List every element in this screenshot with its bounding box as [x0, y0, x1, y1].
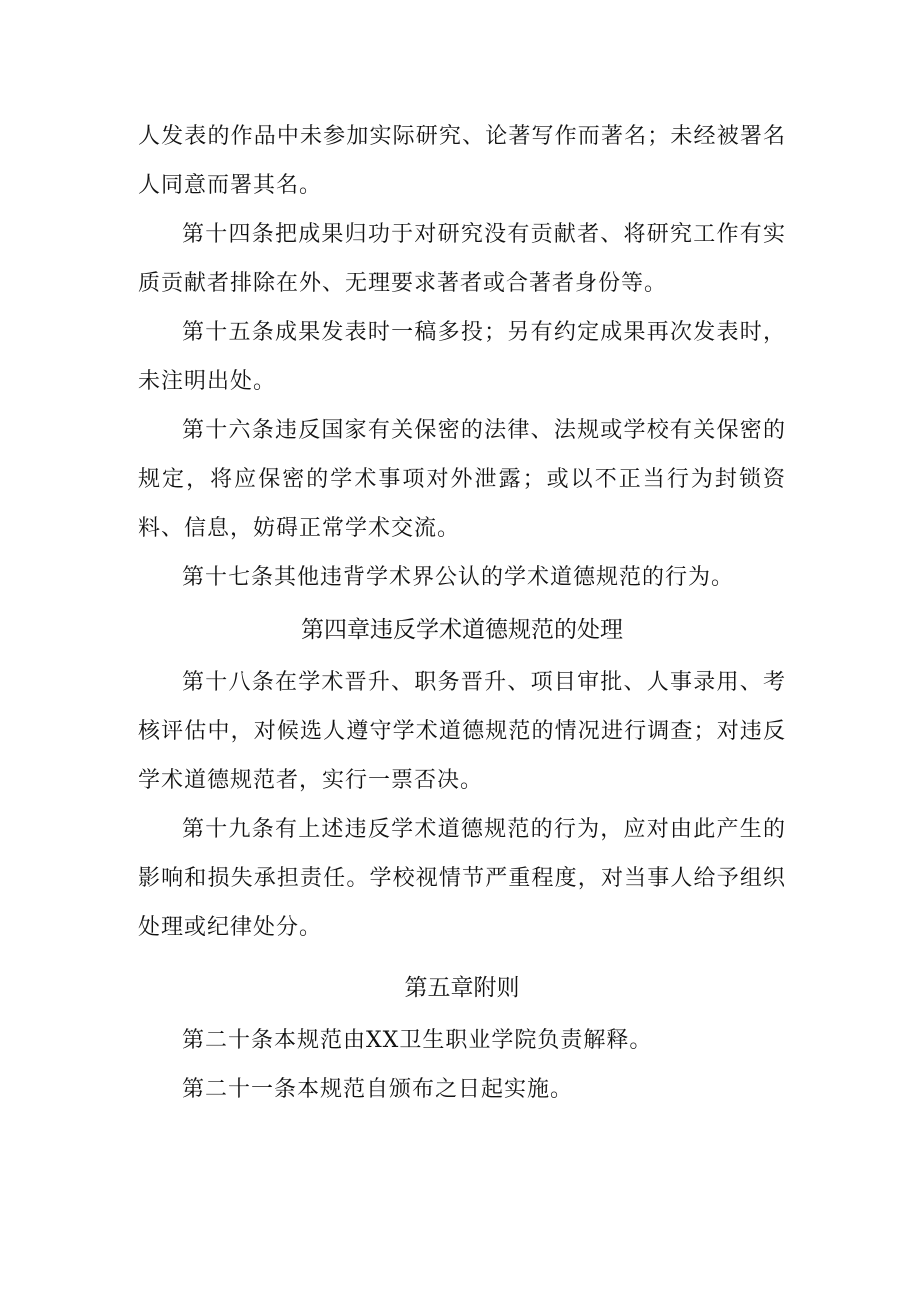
document-body — [138, 112, 786, 1114]
paragraph-continuation: 人发表的作品中未参加实际研究、论著写作而著名；未经被署名人同意而署其名。 — [138, 124, 786, 198]
article-17: 第十七条其他违背学术界公认的学术道德规范的行为。 — [182, 565, 735, 590]
article-15: 第十五条成果发表时一稿多投；另有约定成果再次发表时，未注明出处。 — [138, 320, 786, 394]
article-16: 第十六条违反国家有关保密的法律、法规或学校有关保密的规定，将应保密的学术事项对外泄露；或以不正当行为封锁资料、信息，妨碍正常学术交流。 — [138, 418, 786, 541]
article-19: 第十九条有上述违反学术道德规范的行为，应对由此产生的影响和损失承担责任。学校视情节严重程度，对当事人给予组织处理或纪律处分。 — [138, 817, 786, 940]
article-14: 第十四条把成果归功于对研究没有贡献者、将研究工作有实质贡献者排除在外、无理要求著者或合著者身份等。 — [138, 222, 786, 296]
article-21: 第二十一条本规范自颁布之日起实施。 — [182, 1077, 574, 1102]
chapter-5-title: 第五章附则 — [404, 975, 520, 1001]
article-20: 第二十条本规范由XX卫生职业学院负责解释。 — [182, 1028, 653, 1053]
chapter-4-title: 第四章违反学术道德规范的处理 — [301, 617, 623, 643]
article-18: 第十八条在学术晋升、职务晋升、项目审批、人事录用、考核评估中，对候选人遵守学术道德规范的情况进行调查；对违反学术道德规范者，实行一票否决。 — [138, 670, 786, 793]
